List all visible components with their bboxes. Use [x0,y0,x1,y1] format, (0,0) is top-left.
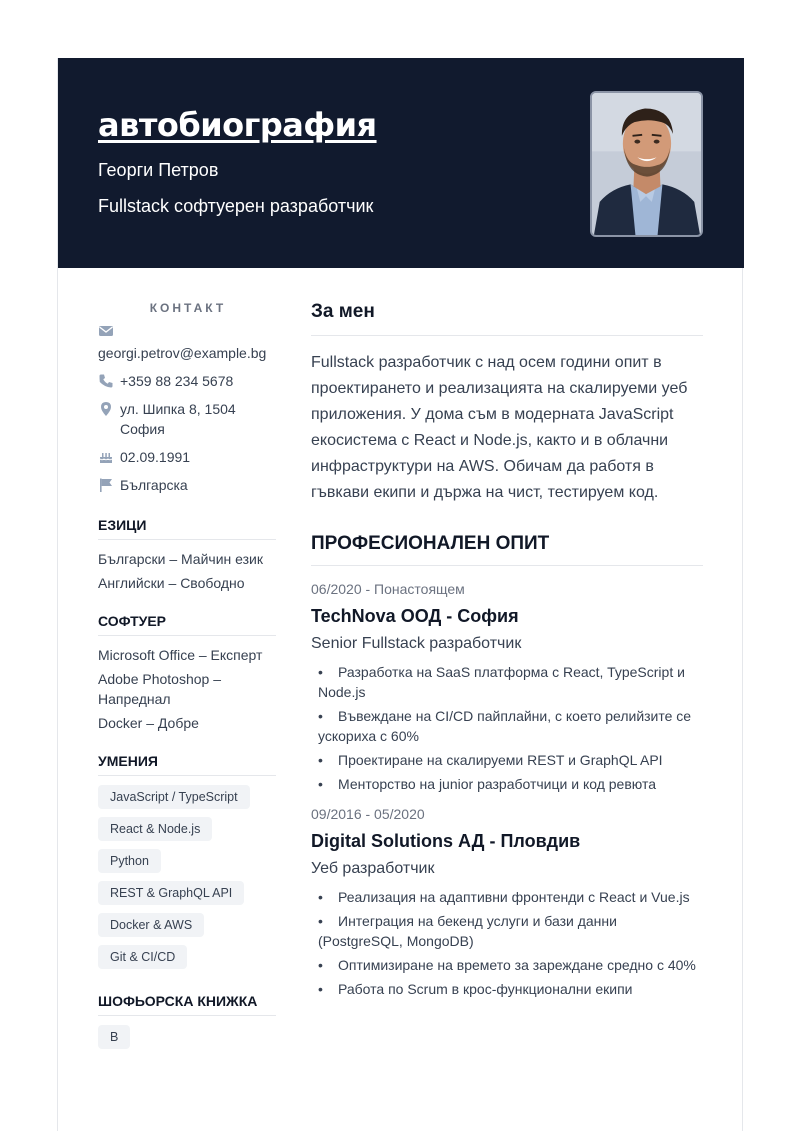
job-entry [311,581,703,794]
sidebar [98,301,278,1057]
birthday-cake-icon [98,449,114,465]
license-tag: B [98,1025,130,1049]
job-company: TechNova ООД - София [311,606,519,626]
software-item: Adobe Photoshop – Напреднал [98,671,221,707]
job-bullet: • Проектиране на скалируеми REST и GraphQL API [318,752,663,768]
skill-tag: REST & GraphQL API [98,881,244,905]
license-heading: ШОФЬОРСКА КНИЖКА [98,993,276,1016]
document-title: автобиография [98,106,377,144]
map-pin-icon [98,401,114,417]
profile-photo [590,91,703,237]
contact-address: ул. Шипка 8, 1504 София [120,401,236,437]
job-bullet: • Интеграция на бекенд услуги и бази данни (PostgreSQL, MongoDB) [318,913,617,949]
skill-tag: Docker & AWS [98,913,204,937]
job-bullet: • Въвеждане на CI/CD пайплайни, с което релийзите се ускориха с 60% [318,708,692,744]
person-name: Георги Петров [98,160,219,180]
skill-tag: JavaScript / TypeScript [98,785,250,809]
person-role: Fullstack софтуерен разработчик [98,196,374,216]
job-bullet: • Разработка на SaaS платформа с React, TypeScript и Node.js [318,664,685,700]
contact-address-row [98,399,278,439]
flag-icon [98,477,114,493]
job-bullet: • Оптимизиране на времето за зареждане средно с 40% [318,957,696,973]
job-title: Senior Fullstack разработчик [311,635,522,652]
contact-birthdate-row [98,447,278,467]
job-period: 06/2020 - Понастоящем [311,581,465,597]
language-item: Български – Майчин език [98,551,263,567]
job-company: Digital Solutions АД - Пловдив [311,831,581,851]
contact-birthdate: 02.09.1991 [120,449,191,465]
phone-icon [98,373,114,389]
about-heading: За мен [311,301,703,336]
software-heading: СОФТУЕР [98,613,276,636]
skill-tag: Python [98,849,161,873]
job-bullets [311,662,703,794]
job-bullet: • Менторство на junior разработчици и код ревюта [318,776,657,792]
software-item: Docker – Добре [98,715,199,731]
contact-phone: +359 88 234 5678 [120,373,234,389]
skill-tag: Git & CI/CD [98,945,187,969]
contact-email[interactable]: georgi.petrov@example.bg [98,345,267,361]
job-entry [311,806,703,999]
skills-heading: УМЕНИЯ [98,753,276,776]
contact-nationality: Българска [120,477,188,493]
contact-heading: КОНТАКТ [149,301,227,315]
software-item: Microsoft Office – Експерт [98,647,263,663]
experience-heading: ПРОФЕСИОНАЛЕН ОПИТ [311,533,703,566]
languages-heading: ЕЗИЦИ [98,517,276,540]
main-content [311,301,703,1003]
job-bullet: • Работа по Scrum в крос-функционални екипи [318,981,633,997]
skills-tags [98,785,278,977]
license-tags [98,1025,278,1057]
job-bullet: • Реализация на адаптивни фронтенди с React и Vue.js [318,889,690,905]
job-period: 09/2016 - 05/2020 [311,806,425,822]
envelope-icon [98,323,114,341]
language-item: Английски – Свободно [98,575,245,591]
skill-tag: React & Node.js [98,817,212,841]
cv-header [58,58,744,268]
about-text: Fullstack разработчик с над осем години опит в проектирането и реализацията на скалируеми уеб приложения. У дома съм в модерната JavaScript екосистема с React и Node.js, както и в облачни инфраструктури на AWS. Обичам да работя в гъвкави екипи и държа на чист, тестируем код. [311,354,688,501]
cv-sheet [57,58,743,1131]
contact-nationality-row [98,475,278,495]
job-title: Уеб разработчик [311,860,435,877]
job-bullets [311,887,703,999]
contact-phone-row [98,371,278,391]
